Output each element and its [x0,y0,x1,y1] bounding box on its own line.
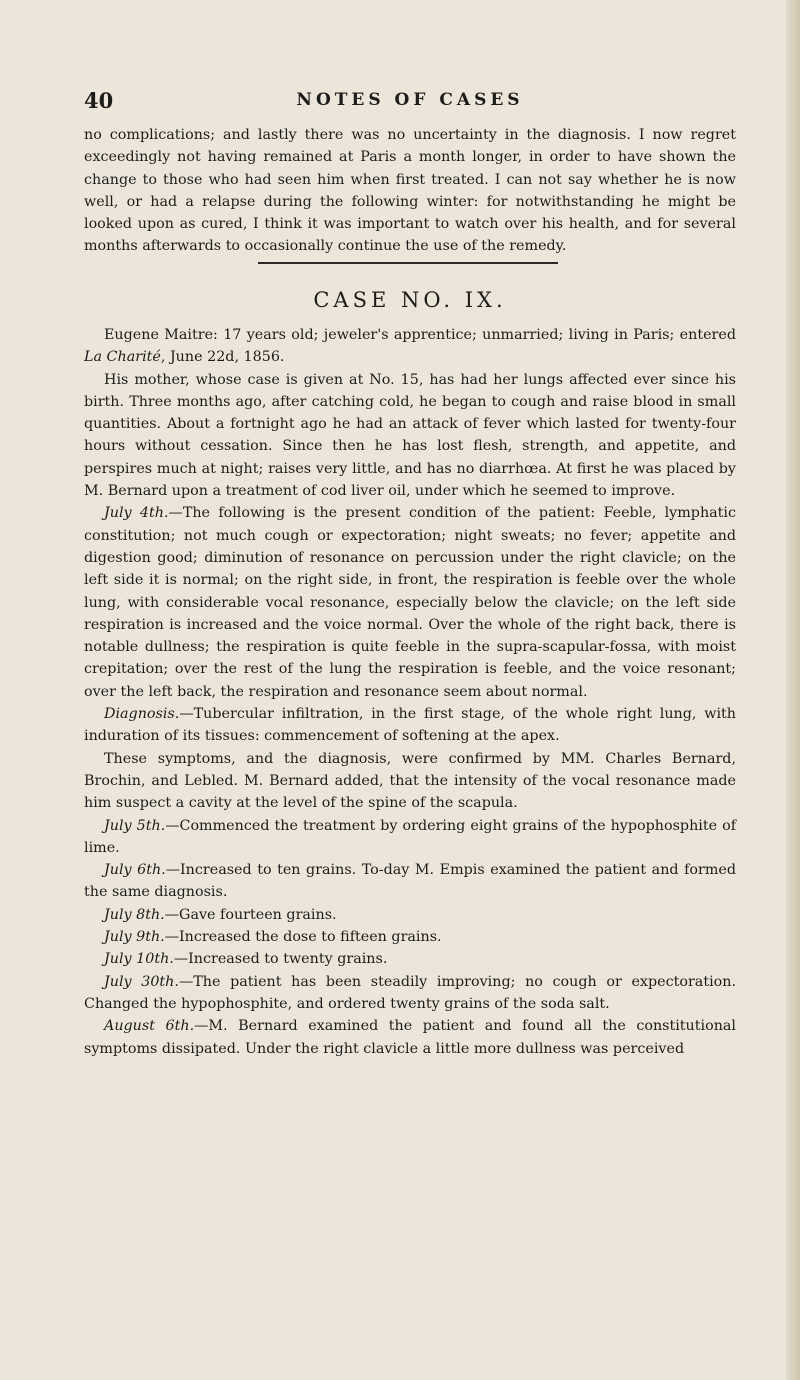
section-rule [258,262,558,264]
page-number: 40 [84,88,114,113]
entry-text: —Increased the dose to fifteen grains. [164,929,442,946]
patient-lead: Eugene Maitre: 17 years old; jeweler's apprentice; unmarried; living in Paris; entered [104,327,736,343]
intro-paragraph: no complications; and lastly there was no uncertainty in the diagnosis. I now regret exceedingly not having remained at Paris a month longer, in order to have shown the change to those who had seen him when first treated. I can not say whether he is now well, or had a relapse during the following winter: for notwithstanding he might be looked upon as cured, I think it was important to watch over his health, and for several months afterwards to occasionally continue the use of the remedy. [84,127,736,255]
entry-label: July 30th. [104,973,179,990]
admission-date: , June 22d, 1856. [160,349,285,366]
case-entry [84,971,736,1016]
history-paragraph: His mother, whose case is given at No. 15, has had her lungs affected ever since his birth. Three months ago, after catching cold, he began to cough and raise blood in small quantities. About a fortnight ago he had an attack of fever which lasted for twenty-four hours without cessation. Since then he has lost flesh, strength, and appetite, and perspires much at night; raises very little, and has no diarrhœa. At first he was placed by M. Bernard upon a treatment of cod liver oil, under which he seemed to improve. [84,371,736,500]
case-entry [84,859,736,904]
entry-label: July 5th. [104,817,166,834]
patient-details [84,324,736,369]
entry-label: July 8th. [104,906,165,923]
entry-label: July 10th. [104,951,174,968]
entry-text: —Gave fourteen grains. [164,906,337,923]
case-entry [84,703,736,748]
case-entry [84,815,736,860]
case-entry [84,926,736,948]
entry-label: July 9th. [104,929,165,946]
entry-label: Diagnosis. [104,706,180,723]
entry-text: —The following is the present condition of the patient: Feeble, lymphatic constitution; not much cough or expectoration; night sweats; no fever; appetite and digestion good; diminution of resonance on percussion under the right clavicle; on the left side it is normal; on the right side, in front, the respiration is feeble over the whole lung, with considerable vocal resonance, especially below the clavicle; on the left side respiration is increased and the voice normal. Over the whole of the right back, there is notable dullness; the respiration is quite feeble in the supra-scapular-fossa, with moist crepitation; over the rest of the lung the respiration is feeble, and the voice resonant; over the left back, the respiration and resonance seem about normal. [84,505,736,700]
case-entry [84,748,736,815]
entry-text: These symptoms, and the diagnosis, were confirmed by MM. Charles Bernard, Brochin, and Lebled. M. Bernard added, that the intensity of the vocal resonance made him suspect a cavity at the level of the spine of the scapula. [84,750,736,812]
entry-text: —Tubercular infiltration, in the first stage, of the whole right lung, with induration of its tissues: commencement of softening at the apex. [84,706,736,745]
page-edge [786,0,800,1380]
entry-text: —Increased to twenty grains. [173,951,388,968]
case-body [84,324,736,1060]
case-entry [84,1015,736,1060]
running-head: NOTES OF CASES [296,90,524,110]
entry-text: —The patient has been steadily improving; no cough or expectoration. Changed the hypophosphite, and ordered twenty grains of the soda salt. [84,973,737,1012]
case-entry [84,948,736,970]
entry-text: —M. Bernard examined the patient and found all the constitutional symptoms dissipated. Under the right clavicle a little more dullness was perceived [84,1018,736,1057]
entry-label: July 4th. [104,505,169,522]
page-header [84,88,736,112]
intro-block [84,124,736,258]
entry-text: —Commenced the treatment by ordering eight grains of the hypophosphite of lime. [84,817,736,856]
entry-label: August 6th. [104,1018,195,1035]
entry-text: —Increased to ten grains. To-day M. Empis examined the patient and formed the same diagnosis. [84,862,736,901]
case-entry [84,904,736,926]
case-title: CASE NO. IX. [313,288,507,312]
hospital-name: La Charité [84,349,161,366]
case-entries [84,502,736,1059]
case-entry [84,502,736,703]
entry-label: July 6th. [104,862,166,879]
